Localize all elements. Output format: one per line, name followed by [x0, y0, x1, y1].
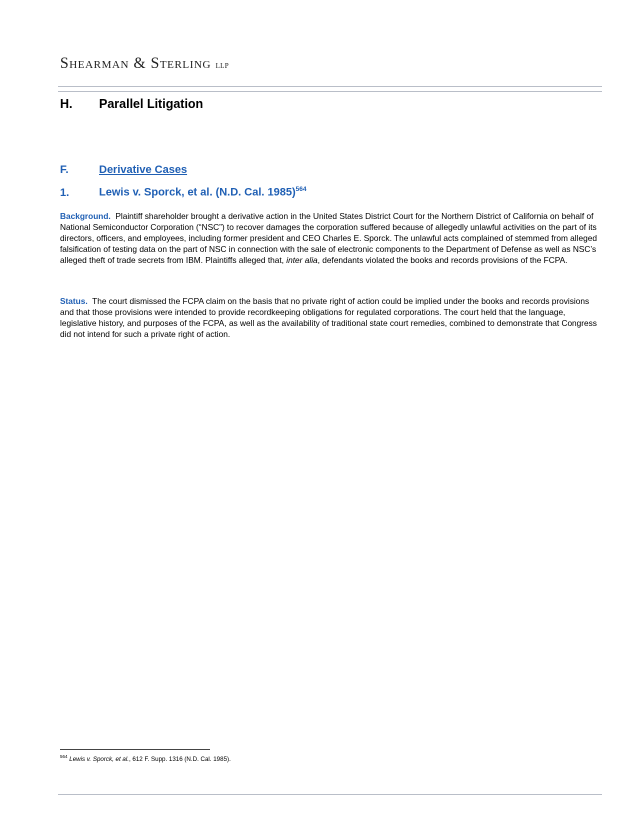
firm-suffix: LLP [215, 62, 229, 70]
case-heading [60, 186, 307, 199]
header-divider [58, 86, 602, 92]
firm-name: Shearman & Sterling [60, 55, 212, 72]
footnote-divider [60, 749, 210, 750]
footnote-reference: 564 [295, 186, 307, 193]
section-heading [60, 97, 203, 111]
footnote-citation: , 612 F. Supp. 1316 (N.D. Cal. 1985). [128, 756, 231, 764]
status-label: Status. [60, 296, 88, 306]
subsection-number: F. [60, 164, 69, 176]
subsection-title: Derivative Cases [99, 164, 188, 176]
firm-logo [60, 55, 229, 73]
footnote-number: 564 [60, 754, 68, 759]
footnote-case: Lewis v. Sporck, et al. [69, 756, 129, 764]
case-title: Lewis v. Sporck, et al. (N.D. Cal. 1985) [99, 186, 296, 199]
section-title: Parallel Litigation [99, 97, 204, 111]
background-label: Background. [60, 211, 111, 221]
background-paragraph [60, 211, 600, 266]
background-text-a: Plaintiff shareholder brought a derivative action in the United States District Court for the Northern District of California on behalf of National Semiconductor Corporation (“NSC”) to recover damages the corporation suffered because of allegedly unlawful activities on the part of its directors, officers, and employees, including former president and CEO Charles E. Sporck. The unlawful acts complained of stemmed from alleged falsification of testing data on the part of NSC in connection with the sale of electronic components to the Department of Defense as well as NSC’s alleged theft of trade secrets from IBM. Plaintiffs alleged that, [60, 211, 597, 265]
section-number: H. [60, 97, 73, 111]
status-paragraph [60, 296, 600, 340]
footnote [60, 754, 231, 763]
background-text-b: , defendants violated the books and records provisions of the FCPA. [317, 255, 568, 265]
subsection-heading [60, 164, 187, 176]
case-number: 1. [60, 186, 70, 199]
footer-divider [58, 794, 602, 795]
status-text: The court dismissed the FCPA claim on the basis that no private right of action could be implied under the books and records provisions and that those provisions were intended to provide recordkeeping obligations for regulated corporations. The court held that the language, legislative history, and purposes of the FCPA, as well as the availability of traditional state court remedies, combined to demonstrate that Congress did not intend for such a private right of action. [60, 296, 597, 339]
background-italic: inter alia [286, 255, 318, 265]
